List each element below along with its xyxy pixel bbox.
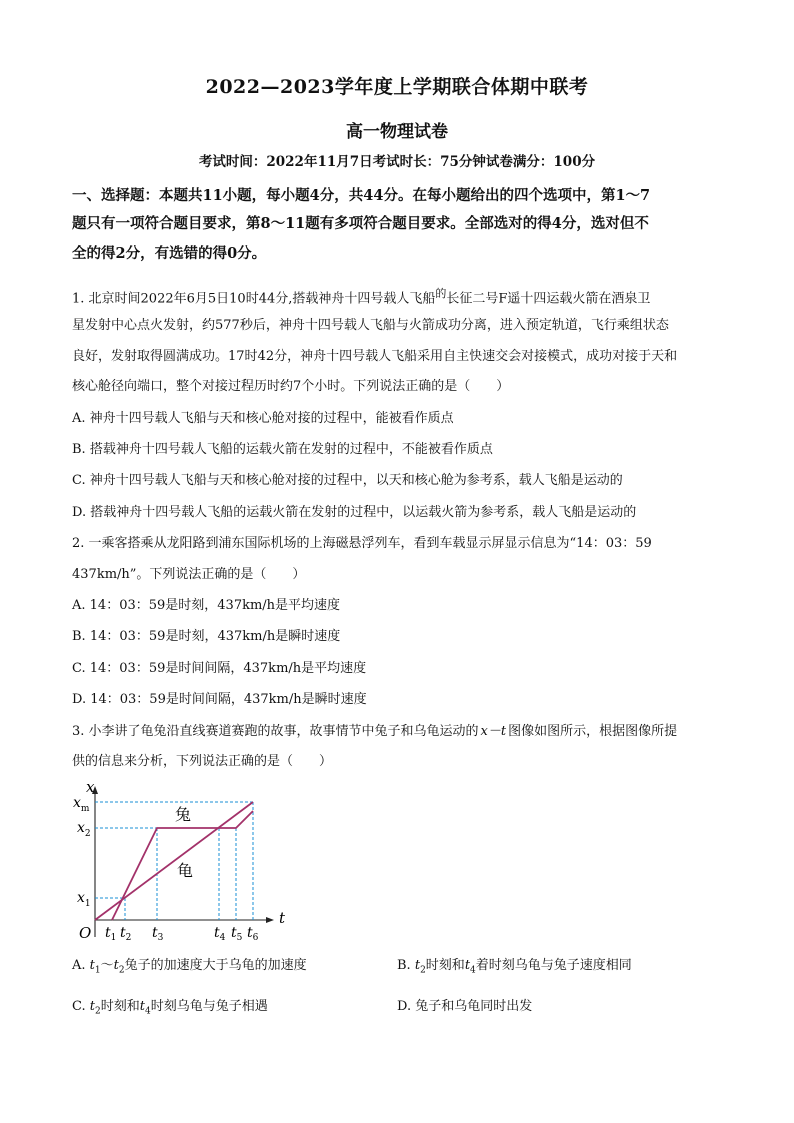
ytick-xm-sub: m [80,804,90,814]
option-b-text: 着时刻乌龟与兔子速度相同 [475,958,632,973]
question-2-option-d[interactable]: D. 14：03：59是时间间隔，437km/h是瞬时速度 [72,692,367,707]
section-instructions-line-1: 一、选择题：本题共11小题，每小题4分，共44分。在每小题给出的四个选项中，第1～7 [72,187,651,204]
x-axis-label: t [279,909,286,927]
ytick-x2 [77,820,91,839]
option-c-prefix: C. [72,999,86,1014]
option-c-t2-sub: 2 [95,1006,101,1017]
label-tortoise: 龟 [177,861,194,880]
question-1-stem-line-1 [72,284,650,309]
origin-label: O [79,924,92,942]
question-2-option-a[interactable]: A. 14：03：59是时刻，437km/h是平均速度 [72,598,341,613]
xtick-t6-sub: 6 [252,933,259,943]
option-a-prefix: A. [72,958,86,973]
xtick-t1 [105,925,116,943]
option-c-t4: t [139,999,145,1014]
question-2-stem-line-1: 2. 一乘客搭乘从龙阳路到浦东国际机场的上海磁悬浮列车，看到车载显示屏显示信息为“14：03：59 [72,536,652,551]
xtick-t3-sub: 3 [157,933,164,943]
xtick-t3 [152,925,164,943]
option-b-mid: 时刻和 [425,958,465,973]
question-1-option-c[interactable]: C. 神舟十四号载人飞船与天和核心舱对接的过程中，以天和核心舱为参考系，载人飞船是运动的 [72,473,623,488]
option-a-t2: t [113,958,119,973]
question-3-stem-part-a: 3. 小李讲了龟兔沿直线赛道赛跑的故事，故事情节中兔子和乌龟运动的 [72,724,479,739]
section-instructions-line-2: 题只有一项符合题目要求，第8～11题有多项符合题目要求。全部选对的得4分，选对但不 [72,215,649,232]
option-c-t4-sub: 4 [144,1006,151,1017]
ytick-xm [73,795,90,814]
xtick-t2-main: t [120,925,126,941]
question-1-stem-part-b: 长征二号F遥十四运载火箭在酒泉卫 [446,291,651,307]
question-1-stem-line-4: 核心舱径向端口，整个对接过程历时约7个小时。下列说法正确的是（ ） [72,379,510,394]
tortoise-line [95,802,253,920]
x-axis-arrow [266,917,274,923]
ytick-x2-sub: 2 [84,829,91,839]
question-3-stem-line-1 [72,722,677,742]
xtick-t4-sub: 4 [219,933,226,943]
exam-info: 考试时间：2022年11月7日考试时长：75分钟试卷满分：100分 [198,154,596,170]
option-a-t1: t [89,958,95,973]
question-1-stem-line-2: 星发射中心点火发射，约577秒后，神舟十四号载人飞船与火箭成功分离，进入预定轨道，飞行乘组状态 [72,318,669,333]
ytick-x1 [77,890,91,909]
option-a-text: 兔子的加速度大于乌龟的加速度 [124,958,307,973]
question-1-option-b[interactable]: B. 搭载神舟十四号载人飞船的运载火箭在发射的过程中，不能被看作质点 [72,442,493,457]
ytick-xm-main: x [73,795,81,811]
option-c-t2: t [89,999,95,1014]
question-3-option-a[interactable] [72,956,307,981]
exam-title: 2022—2023学年度上学期联合体期中联考 [205,76,589,98]
option-b-t2: t [414,958,421,973]
xtick-t4 [214,925,226,943]
question-2-option-c[interactable]: C. 14：03：59是时间间隔，437km/h是平均速度 [72,661,367,676]
y-axis-label: x [86,780,95,796]
question-3-xt-symbol: x－t [480,724,507,739]
option-a-t2-sub: 2 [118,965,125,976]
question-3-stem-part-b: 图像如图所示，根据图像所提 [508,724,678,739]
question-3-option-c[interactable] [72,997,268,1022]
question-1-option-d[interactable]: D. 搭载神舟十四号载人飞船的运载火箭在发射的过程中，以运载火箭为参考系，载人飞船是运动的 [72,505,637,520]
question-2-stem-line-2: 437km/h”。下列说法正确的是（ ） [72,567,306,582]
xtick-t6 [247,925,259,943]
exam-subtitle: 高一物理试卷 [346,122,448,142]
question-1-stem-line-3: 良好，发射取得圆满成功。17时42分，神舟十四号载人飞船采用自主快速交会对接模式，成功对接于天和 [72,349,678,364]
question-1-stem-sup: 的 [435,287,447,300]
option-b-t4: t [464,958,471,973]
xt-graph [68,780,288,950]
question-1-stem-part-a: 1. 北京时间2022年6月5日10时44分,搭载神舟十四号载人飞船 [72,291,436,307]
question-3-stem-line-2: 供的信息来分析，下列说法正确的是（ ） [72,754,333,769]
xtick-t5 [231,925,243,943]
xtick-t1-sub: 1 [110,933,117,943]
xtick-t5-sub: 5 [236,933,243,943]
question-3-option-d[interactable]: D. 兔子和乌龟同时出发 [397,999,533,1014]
xtick-t1-main: t [105,925,111,941]
xtick-t2 [120,925,131,943]
section-instructions-line-3: 全的得2分，有选错的得0分。 [72,245,267,262]
option-c-text: 时刻乌龟与兔子相遇 [150,999,268,1014]
label-rabbit: 兔 [175,805,192,824]
ytick-x2-main: x [77,820,85,836]
question-3-option-b[interactable] [397,956,632,981]
option-a-range: ～ [100,958,114,973]
xtick-t5-main: t [231,925,237,941]
question-1-option-a[interactable]: A. 神舟十四号载人飞船与天和核心舱对接的过程中，能被看作质点 [72,411,454,426]
option-b-t2-sub: 2 [420,965,426,976]
xtick-t3-main: t [152,925,158,941]
xtick-t2-sub: 2 [125,933,132,943]
option-a-t1-sub: 1 [94,965,101,976]
option-c-mid: 时刻和 [100,999,140,1014]
xtick-t6-main: t [247,925,253,941]
option-b-prefix: B. [397,958,411,973]
option-b-t4-sub: 4 [470,965,476,976]
ytick-x1-sub: 1 [84,899,91,909]
xtick-t4-main: t [214,925,220,941]
ytick-x1-main: x [77,890,85,906]
question-2-option-b[interactable]: B. 14：03：59是时刻，437km/h是瞬时速度 [72,629,341,644]
